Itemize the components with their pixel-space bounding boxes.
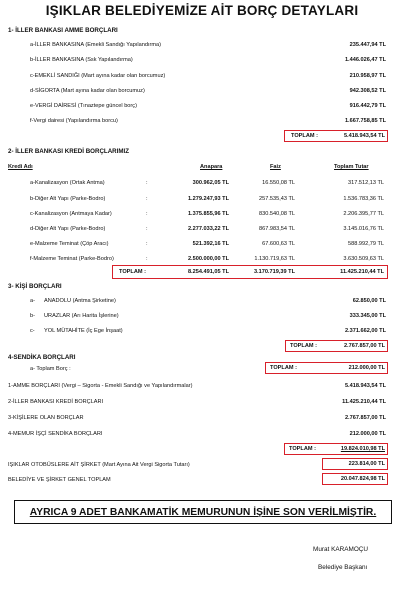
summary-total-amount: 19.824.010,98 TL [340, 446, 385, 452]
credit-row-interest: 67.600,63 TL [262, 241, 295, 247]
credit-row-total: 317.512,13 TL [348, 180, 384, 186]
section4-row-label: a- Toplam Borç : [30, 366, 71, 372]
section1-row-label: e-VERGİ DAİRESİ (Tınaztepe güncel borç) [30, 103, 137, 109]
section2-total-interest: 3.170.719,39 TL [253, 269, 295, 275]
summary-row-amount: 212.000,00 TL [349, 431, 386, 437]
section1-heading: 1- İLLER BANKASI AMME BORÇLARI [8, 27, 118, 34]
section3-heading: 3- KİŞİ BORÇLARI [8, 283, 62, 290]
credit-row-colon: : [146, 256, 148, 262]
credit-row-label: d-Diğer Alt Yapı (Parke-Bodro) [30, 226, 106, 232]
section2-total-label: TOPLAM : [119, 269, 146, 275]
section3-row-prefix: c- [30, 328, 35, 334]
signature-name: Murat KARAMOÇU [313, 546, 369, 553]
section3-row-label: URAZLAR (Arı Harita İşlerine) [44, 313, 119, 319]
summary-row-label: 1-AMME BORÇLARI (Vergi – Sigorta - Emekli Sandığı ve Yapılandırmalar) [8, 383, 193, 389]
summary-row-amount: 5.418.943,54 TL [344, 383, 386, 389]
bus-company-amount: 223.814,00 TL [348, 461, 385, 467]
section4-row-amount: 212.000,00 TL [348, 365, 385, 371]
summary-row-label: 3-KİŞİLERE OLAN BORÇLAR [8, 415, 84, 421]
section1-row-label: a-İLLER BANKASINA (Emekli Sandığı Yapılandırma) [30, 42, 161, 48]
summary-row-label: 2-İLLER BANKASI KREDİ BORÇLARI [8, 399, 104, 405]
credit-row-principal: 2.277.033,22 TL [187, 226, 229, 232]
credit-row-principal: 521.392,16 TL [192, 241, 229, 247]
section3-row-amount: 2.371.662,00 TL [344, 328, 386, 334]
credit-row-interest: 867.983,54 TL [259, 226, 295, 232]
credit-row-total: 3.145.016,76 TL [343, 226, 384, 232]
credit-row-total: 1.536.783,36 TL [343, 196, 384, 202]
section3-row-label: ANADOLU (Antma Şirketine) [44, 298, 116, 304]
summary-total-label: TOPLAM : [289, 446, 316, 452]
section3-total-label: TOPLAM : [290, 343, 317, 349]
section2-total-principal: 8.254.491,05 TL [187, 269, 229, 275]
section3-row-prefix: b- [30, 313, 35, 319]
section4-heading: 4-SENDİKA BORÇLARI [8, 354, 76, 361]
section1-row-label: d-SİGORTA (Mart ayına kadar olan borcumuz) [30, 88, 145, 94]
col-header-credit-name: Kredi Adı [8, 164, 33, 170]
section1-row-amount: 1.446.026,47 TL [344, 57, 386, 63]
section2-total-total: 11.425.210,44 TL [340, 269, 384, 275]
credit-row-label: f-Malzeme Teminat (Parke-Bodro) [30, 256, 114, 262]
credit-row-principal: 300.962,05 TL [192, 180, 229, 186]
bus-company-label: IŞIKLAR OTOBÜSLERE AİT ŞİRKET (Mart Ayına Ait Vergi Sigorta Tutarı) [8, 462, 190, 468]
section1-row-amount: 942.308,52 TL [349, 88, 386, 94]
section3-row-amount: 62.850,00 TL [352, 298, 386, 304]
section3-row-amount: 333.345,00 TL [349, 313, 386, 319]
summary-row-amount: 11.425.210,44 TL [342, 399, 386, 405]
credit-row-colon: : [146, 226, 148, 232]
credit-row-label: b-Diğer Alt Yapı (Parke-Bodro) [30, 196, 106, 202]
credit-row-total: 3.630.509,63 TL [343, 256, 384, 262]
section3-total-amount: 2.767.857,00 TL [343, 343, 385, 349]
credit-row-principal: 2.500.000,00 TL [187, 256, 229, 262]
credit-row-colon: : [146, 180, 148, 186]
credit-row-label: c-Kanalizasyon (Antmaya Kadar) [30, 211, 112, 217]
credit-row-interest: 257.535,43 TL [259, 196, 295, 202]
summary-row-amount: 2.767.857,00 TL [344, 415, 386, 421]
credit-row-principal: 1.375.855,96 TL [187, 211, 229, 217]
section1-row-label: f-Vergi dairesi (Yapılandırma borcu) [30, 118, 118, 124]
credit-row-label: e-Malzeme Teminat (Çöp Aracı) [30, 241, 109, 247]
grand-total-label: BELEDİYE VE ŞİRKET GENEL TOPLAM [8, 477, 111, 483]
credit-row-total: 588.992,79 TL [348, 241, 384, 247]
section1-row-amount: 235.447,94 TL [349, 42, 386, 48]
section1-row-label: b-İLLER BANKASINA (Ssk Yapılandırma) [30, 57, 133, 63]
credit-row-colon: : [146, 241, 148, 247]
section4-total-label: TOPLAM : [270, 365, 297, 371]
credit-row-interest: 16.550,08 TL [262, 180, 295, 186]
signature-role: Belediye Başkanı [318, 564, 368, 571]
col-header-interest: Faiz [270, 164, 281, 170]
credit-row-interest: 1.130.719,63 TL [254, 256, 295, 262]
col-header-principal: Anapara [200, 164, 223, 170]
section1-row-label: c-EMEKLİ SANDIĞI (Mart ayına kadar olan borcumuz) [30, 73, 166, 79]
credit-row-colon: : [146, 196, 148, 202]
credit-row-total: 2.206.395,77 TL [343, 211, 384, 217]
col-header-total: Toplam Tutar [334, 164, 369, 170]
credit-row-colon: : [146, 211, 148, 217]
summary-row-label: 4-MEMUR İŞÇİ SENDİKA BORÇLARI [8, 431, 103, 437]
section1-row-amount: 210.958,97 TL [349, 73, 386, 79]
grand-total-amount: 20.047.824,98 TL [340, 476, 385, 482]
section1-total-label: TOPLAM : [291, 133, 318, 139]
credit-row-interest: 830.540,08 TL [259, 211, 295, 217]
credit-row-label: a-Kanalizasyon (Ortak Antma) [30, 180, 105, 186]
section3-row-label: YOL MÜTAHİTE (İç Ege İnşaat) [44, 328, 123, 334]
section2-heading: 2- İLLER BANKASI KREDİ BORÇLARIMIZ [8, 148, 129, 155]
page-title: IŞIKLAR BELEDİYEMİZE AİT BORÇ DETAYLARI [45, 3, 359, 18]
credit-row-principal: 1.279.247,93 TL [187, 196, 229, 202]
announcement-banner: AYRICA 9 ADET BANKAMATİK MEMURUNUN İŞİNE SON VERİLMİŞTİR. [14, 500, 392, 524]
section1-total-amount: 5.418.943,54 TL [343, 133, 385, 139]
section1-row-amount: 1.667.758,85 TL [344, 118, 386, 124]
section3-row-prefix: a- [30, 298, 35, 304]
section1-row-amount: 916.442,79 TL [349, 103, 386, 109]
